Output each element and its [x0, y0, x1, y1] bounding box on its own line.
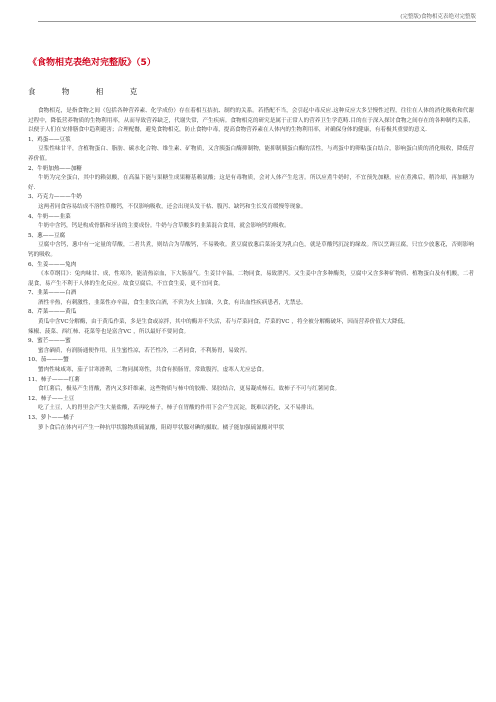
food-pair-description: 萝卜食后在体内可产生一种抗甲状腺物质硫氰酸，阻碍甲状腺对碘的摄取。橘子能加强硫氰酸对甲状 — [38, 424, 285, 431]
food-pair-heading: 13、萝卜——橘子 — [28, 415, 75, 421]
food-pair-description: 这两者同食容易结成不溶性草酸钙，不仅影响吸收，还会出现头发干枯、腹泻、缺钙和生长发育缓慢等现象。 — [38, 203, 307, 210]
food-pair-description: 吃了土豆，人的胃里会产生大量盐酸，若再吃柿子，柿子在胃酸的作用下会产生沉淀，既难以消化，又不易排出。 — [38, 405, 318, 412]
food-pair-heading: 1、鸡蛋——豆浆 — [28, 136, 71, 143]
document-body — [28, 107, 474, 433]
food-pair-description: 豆腐中含钙，葱中有一定量的草酸，二者共煮，则结合为草酸钙，不易吸收。煮豆腐放葱后菜汤变为乳白色，就是草酸钙沉淀的缘故。所以烹调豆腐，只宜少放葱花，否则影响钙的吸收。 — [28, 242, 474, 258]
food-pair-heading: 9、蜜芒———蜜 — [28, 338, 71, 345]
food-pair-description: 食红薯后，极易产生胃酸，著内又多纤维素，这些物质与柿中的胶酚、果胶结合，更易凝成柿石。故柿子不可与红薯同食。 — [38, 386, 341, 393]
food-pair-heading: 8、芹菜———黄瓜 — [28, 309, 77, 316]
food-pair-description: 《本草纲目》：兔肉味甘、成，性寒冷，能清热凉血，下大肠湿气。生姜甘辛温，二物同食，易致泄泻。又生姜中含多种酶类，豆腐中又含多种矿物质、植物蛋白及有机酸，二者混食，易产生不利于人体的生化反应。故食豆腐后，不宜食生姜，更不宜同食。 — [28, 271, 474, 287]
header-divider — [38, 21, 476, 22]
food-pair-heading: 3、巧克力———牛奶 — [28, 194, 82, 201]
food-pair-description: 黄瓜中含VC分解酶，由于黄瓜作菜，多是生食或凉拌，其中的酶并不失活，若与芹菜同食，芹菜的VC ，将全被分解酶破坏，因而营养价值大大降低。 辣椒、菠菜、西红柿、花菜等也是富含VC ，所以最好不要同食。 — [28, 319, 409, 335]
food-pair-heading: 4、牛奶——韭菜 — [28, 213, 71, 220]
food-pair-heading: 12、柿子——土豆 — [28, 395, 75, 402]
food-pair-description: 牛奶为完全蛋白，其中的赖氨酸，在高温下能与果糖生成果糖基赖氨酸；这是有毒物质，会对人体产生危害。所以应煮牛奶时，不宜预先加糖，应在煮沸后，稍冷却，再加糖为好. — [28, 175, 474, 191]
food-pair-description: 蟹肉性味咸寒，茄子甘寒滑利，二物同属寒性，共食有损肠胃，常致腹泻，虚寒人尤应忌食。 — [38, 367, 268, 374]
document-title: 《食物相克表绝对完整版》（5） — [28, 58, 156, 68]
food-pair-heading: 10、茄———蟹 — [28, 357, 69, 364]
food-pair-description: 蜜含硒质，有润肠通便作用，且生蜜性凉，若芒性冷，二者同食，不利肠胃，易致泻。 — [38, 347, 251, 354]
section-title: 食 物 相 克 — [28, 87, 150, 96]
intro-paragraph: 食物相克，是指食物之间（包括各种营养素、化学成份）存在着相互拮抗、制约的关系。若搭配不当，会引起中毒反应.这种反应大多呈慢性过程，往往在人体的消化吸收和代谢过程中，降低营养物质的生物利用率，从而导致营养缺乏，代谢失常，产生疾病。食物相克的研究是属于正常人的营养卫生学范畴.目的在于深入探讨食物之间存在的各种制约关系，以便于人们在安排膳食中趋利避害；合理配餐，避免食物相克，防止食物中毒，提高食物营养素在人体内的生物利用率，对确保身体的健康，有着极其重要的意义. — [28, 108, 474, 134]
food-pair-heading: 7、韭菜———白酒 — [28, 290, 77, 297]
food-pair-list — [28, 136, 474, 433]
food-pair-description: 牛奶中含钙，钙是构成骨骼和牙齿的主要成份。牛奶与含草酸多的韭菜混合食用，就会影响钙的吸收。 — [38, 223, 290, 230]
food-pair-heading: 11、柿子———红薯 — [28, 376, 80, 383]
food-pair-description: 酒性辛热，有刺激性，韭菜性亦辛温，食生韭饮白酒，不啻为火上加油，久食，有出血性疾病患者，尤禁忌。 — [38, 299, 307, 306]
food-pair-heading: 6、生姜———兔肉 — [28, 261, 77, 268]
food-pair-description: 豆浆性味甘平，含植物蛋白、脂肪、碳水化合物、维生素、矿物质，又含胰蛋白酶抑制物，能抑制胰蛋白酶的活性，与鸡蛋中的卵粘蛋白结合，影响蛋白质的消化吸收，降低营养价值。 — [28, 146, 474, 162]
running-header: (完整版)食物相克表绝对完整版 — [400, 14, 476, 20]
food-pair-heading: 2、牛奶加热——加糖 — [28, 165, 82, 172]
food-pair-heading: 5、葱——豆腐 — [28, 232, 66, 239]
